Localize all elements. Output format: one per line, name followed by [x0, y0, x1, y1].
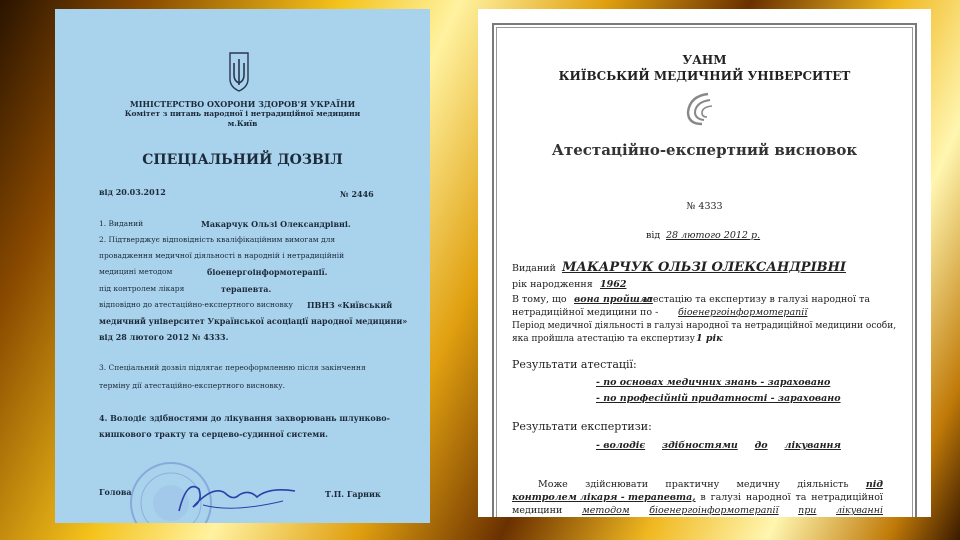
bottom-line-b [512, 492, 883, 504]
p3-line-a: 3. Спеціальний дозвіл підлягає переоформленню після закінчення [99, 363, 366, 372]
expertise-word: здібностями [662, 440, 738, 451]
bottom-word: методом [581, 505, 630, 516]
city-heading: м.Київ [227, 119, 258, 128]
bottom-word: лікуванні [835, 505, 883, 516]
line3-a: В тому, що [512, 294, 567, 305]
bottom-word: діяльність [797, 479, 849, 490]
p1-label: 1. Виданий [99, 219, 144, 228]
university-logo-icon [682, 90, 716, 128]
p2-line-e-label: відповідно до атестаційно-експертного висновку [99, 300, 293, 309]
certificate-date: 28 лютого 2012 р. [666, 230, 761, 241]
bottom-word: практичну [665, 479, 720, 490]
org-abbreviation: УАНМ [682, 53, 727, 67]
org-name: КИЇВСЬКИЙ МЕДИЧНИЙ УНІВЕРСИТЕТ [558, 69, 851, 83]
p4-line-b: кишкового тракту та серцево-судинної системи. [99, 429, 328, 439]
bottom-word: народної [745, 492, 791, 503]
bottom-line-c [512, 505, 883, 517]
expertise-word: - володіє [596, 440, 646, 451]
expertise-result [596, 440, 841, 452]
line3-b: вона пройшла [574, 294, 653, 305]
certificate-number: № 4333 [686, 201, 723, 212]
p2-line-g: від 28 лютого 2012 № 4333. [99, 332, 229, 342]
permit-number: № 2446 [340, 189, 374, 199]
line5: Період медичної діяльності в галузі народної та нетрадиційної медицини особи, [512, 321, 897, 331]
bottom-line-a [538, 479, 883, 491]
bottom-word: нетрадиційної [811, 492, 883, 503]
line4-b: біоенергоінформотерапії [678, 307, 808, 318]
bottom-word: медицини [512, 505, 563, 516]
p2-line-f: медичний університет Української асоціації народної медицини» [99, 316, 408, 326]
result-1: - по основах медичних знань - зараховано [596, 377, 831, 388]
p1-name: Макарчук Ользі Олександрівні. [201, 219, 351, 229]
committee-heading: Комітет з питань народної і нетрадиційної медицини [124, 109, 361, 118]
expertise-word: лікування [784, 440, 841, 451]
bottom-word: здійснювати [585, 479, 649, 490]
issued-label: Виданий [512, 263, 556, 274]
head-label: Голова [99, 487, 132, 497]
trident-emblem-icon [226, 49, 252, 93]
p2-line-d-value: терапевта. [221, 284, 272, 294]
p3-line-b: терміну дії атестаційно-експертного висновку. [99, 381, 286, 390]
bottom-underlined-phrase: контролем лікаря - терапевта, [512, 492, 696, 503]
birth-label: рік народження [512, 279, 593, 290]
permit-date: від 20.03.2012 [99, 187, 166, 197]
p2-line-a: 2. Підтверджує відповідність кваліфікаційним вимогам для [99, 235, 336, 244]
ministry-heading: МІНІСТЕРСТВО ОХОРОНИ ЗДОРОВ'Я УКРАЇНИ [129, 99, 356, 109]
p4-line-a: 4. Володіє здібностями до лікування захворювань шлунково- [99, 413, 390, 423]
bottom-word: Може [538, 479, 568, 490]
issued-name: МАКАРЧУК ОЛЬЗІ ОЛЕКСАНДРІВНІ [562, 260, 847, 275]
handwritten-signature [173, 471, 303, 521]
attestation-certificate-document [478, 9, 931, 517]
bottom-word: та [795, 492, 807, 503]
p2-line-b: провадження медичної діяльності в народній і нетрадиційній [99, 251, 345, 260]
line6-b: 1 рік [696, 333, 723, 344]
expertise-word: до [754, 440, 768, 451]
results-expertise-label: Результати експертизи: [512, 420, 652, 433]
permit-title: СПЕЦІАЛЬНИЙ ДОЗВІЛ [142, 152, 343, 168]
bottom-word: при [798, 505, 817, 516]
head-name: Т.П. Гарник [325, 489, 381, 499]
p2-line-e-value: ПВНЗ «Київський [307, 300, 393, 310]
line3-c: атестацію та експертизу в галузі народної та [642, 294, 870, 305]
bottom-word: в [700, 492, 706, 503]
bottom-word: медичну [736, 479, 780, 490]
birth-value: 1962 [600, 279, 627, 290]
bottom-word: під [865, 479, 883, 490]
date-prefix: від [646, 230, 661, 241]
p2-line-c-value: біоенергоінформотерапії. [207, 267, 328, 277]
bottom-word: біоенергоінформотерапії [649, 505, 779, 516]
results-attestation-label: Результати атестації: [512, 358, 637, 371]
line6-a: яка пройшла атестацію та експертизу [512, 334, 695, 344]
result-2: - по професійній придатності - зараховано [596, 393, 841, 404]
p2-line-d-label: під контролем лікаря [99, 284, 185, 293]
line4-a: нетрадиційної медицини по - [512, 307, 659, 318]
bottom-word: галузі [710, 492, 742, 503]
certificate-title: Атестаційно-експертний висновок [551, 141, 858, 159]
p2-line-c-label: медицині методом [99, 267, 173, 276]
special-permit-document [55, 9, 430, 523]
